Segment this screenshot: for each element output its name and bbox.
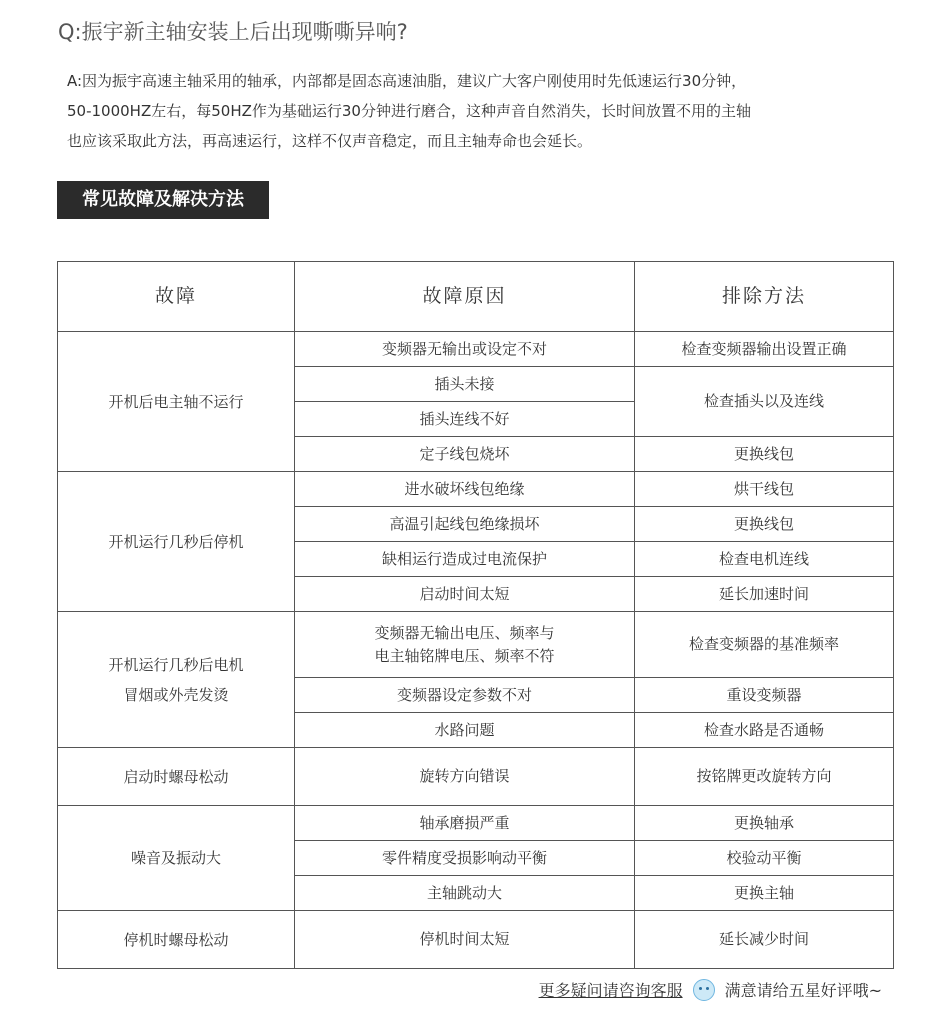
fault-cell xyxy=(58,806,295,911)
cell-line: 按铭牌更改旋转方向 xyxy=(696,767,832,785)
fix-cell xyxy=(635,748,894,806)
cause-cell xyxy=(295,876,635,911)
section-title: 常见故障及解决方法 xyxy=(57,181,269,219)
cell-line: 定子线包烧坏 xyxy=(419,444,510,463)
cell-line: 开机运行几秒后停机 xyxy=(108,532,244,551)
cause-cell xyxy=(295,678,635,713)
cell-line: 高温引起线包绝缘损坏 xyxy=(389,514,540,533)
fault-cell xyxy=(58,748,295,806)
cell-line: 更换轴承 xyxy=(733,813,794,832)
fix-cell xyxy=(635,507,894,542)
cell-line: 停机时间太短 xyxy=(419,930,510,948)
fault-cell xyxy=(58,332,295,472)
cell-line: 插头未接 xyxy=(434,374,495,393)
cell-line: 进水破坏线包绝缘 xyxy=(404,479,525,498)
cell-line: 校验动平衡 xyxy=(726,848,802,867)
table-row xyxy=(58,806,894,841)
table-row xyxy=(58,748,894,806)
cell-line: 重设变频器 xyxy=(726,685,802,704)
cause-cell xyxy=(295,402,635,437)
cell-line: 零件精度受损影响动平衡 xyxy=(381,848,547,867)
cause-cell xyxy=(295,507,635,542)
cell-line: 更换主轴 xyxy=(733,883,794,902)
cell-line: 检查变频器的基准频率 xyxy=(688,635,839,653)
fault-cell xyxy=(58,612,295,748)
fix-cell xyxy=(635,841,894,876)
cell-line: 旋转方向错误 xyxy=(419,767,510,785)
smiley-face-icon xyxy=(693,979,715,1001)
fix-cell xyxy=(635,367,894,437)
table-header-row xyxy=(58,262,894,332)
fix-cell xyxy=(635,876,894,911)
cell-line: 变频器设定参数不对 xyxy=(396,685,532,704)
cell-line: 检查插头以及连线 xyxy=(703,392,824,410)
cell-line: 更换线包 xyxy=(733,444,794,463)
cell-line: 检查电机连线 xyxy=(718,549,809,568)
cause-cell xyxy=(295,911,635,969)
cause-cell xyxy=(295,367,635,402)
cell-line: 噪音及振动大 xyxy=(130,849,221,867)
fault-cell xyxy=(58,472,295,612)
cell-line: 延长减少时间 xyxy=(718,930,809,948)
header-cause: 故障原因 xyxy=(295,262,635,332)
cell-line: 停机时螺母松动 xyxy=(123,930,229,949)
cell-line: 主轴跳动大 xyxy=(426,883,502,902)
fix-cell xyxy=(635,437,894,472)
cell-line: 开机后电主轴不运行 xyxy=(108,392,244,411)
fix-cell xyxy=(635,542,894,577)
header-fix: 排除方法 xyxy=(635,262,894,332)
fix-cell xyxy=(635,612,894,678)
table-row xyxy=(58,911,894,969)
cause-cell xyxy=(295,577,635,612)
answer-line: A:因为振宇高速主轴采用的轴承，内部都是固态高速油脂，建议广大客户刚使用时先低速运行30分钟， xyxy=(67,72,747,90)
cell-line: 电主轴铭牌电压、频率不符 xyxy=(374,646,555,665)
footer xyxy=(539,978,882,1001)
cell-line: 轴承磨损严重 xyxy=(419,813,510,832)
cell-line: 插头连线不好 xyxy=(419,409,510,428)
cell-line: 冒烟或外壳发烫 xyxy=(123,685,229,704)
fix-cell xyxy=(635,713,894,748)
cell-line: 延长加速时间 xyxy=(718,584,809,603)
answer-line: 也应该采取此方法，再高速运行，这样不仅声音稳定，而且主轴寿命也会延长。 xyxy=(67,132,593,150)
cell-line: 启动时螺母松动 xyxy=(123,767,229,786)
cell-line: 开机运行几秒后电机 xyxy=(108,655,244,674)
cell-line: 水路问题 xyxy=(434,720,495,739)
customer-service-link[interactable]: 更多疑问请咨询客服 xyxy=(538,981,683,1000)
fix-cell xyxy=(635,332,894,367)
question-title: Q:振宇新主轴安装上后出现嘶嘶异响? xyxy=(58,20,408,44)
cause-cell xyxy=(295,542,635,577)
cell-line: 启动时间太短 xyxy=(419,584,510,603)
cell-line: 更换线包 xyxy=(733,514,794,533)
header-fault: 故障 xyxy=(58,262,295,332)
table-row xyxy=(58,332,894,367)
faults-table xyxy=(57,261,894,969)
cell-line: 烘干线包 xyxy=(733,479,794,498)
cause-cell xyxy=(295,841,635,876)
cell-line: 变频器无输出或设定不对 xyxy=(381,339,547,358)
answer-text xyxy=(67,66,887,156)
fix-cell xyxy=(635,911,894,969)
cell-line: 检查变频器输出设置正确 xyxy=(681,339,847,358)
fix-cell xyxy=(635,806,894,841)
table-row xyxy=(58,472,894,507)
fix-cell xyxy=(635,577,894,612)
cell-line: 缺相运行造成过电流保护 xyxy=(381,549,547,568)
cause-cell xyxy=(295,472,635,507)
cause-cell xyxy=(295,612,635,678)
cause-cell xyxy=(295,332,635,367)
cause-cell xyxy=(295,748,635,806)
fix-cell xyxy=(635,678,894,713)
cause-cell xyxy=(295,713,635,748)
cause-cell xyxy=(295,437,635,472)
fix-cell xyxy=(635,472,894,507)
answer-line: 50-1000HZ左右，每50HZ作为基础运行30分钟进行磨合，这种声音自然消失，长时间放置不用的主轴 xyxy=(67,102,751,120)
cell-line: 检查水路是否通畅 xyxy=(703,720,824,739)
cell-line: 变频器无输出电压、频率与 xyxy=(374,623,555,642)
fault-cell xyxy=(58,911,295,969)
rating-note: 满意请给五星好评哦~ xyxy=(724,981,882,1000)
cause-cell xyxy=(295,806,635,841)
table-row xyxy=(58,612,894,678)
